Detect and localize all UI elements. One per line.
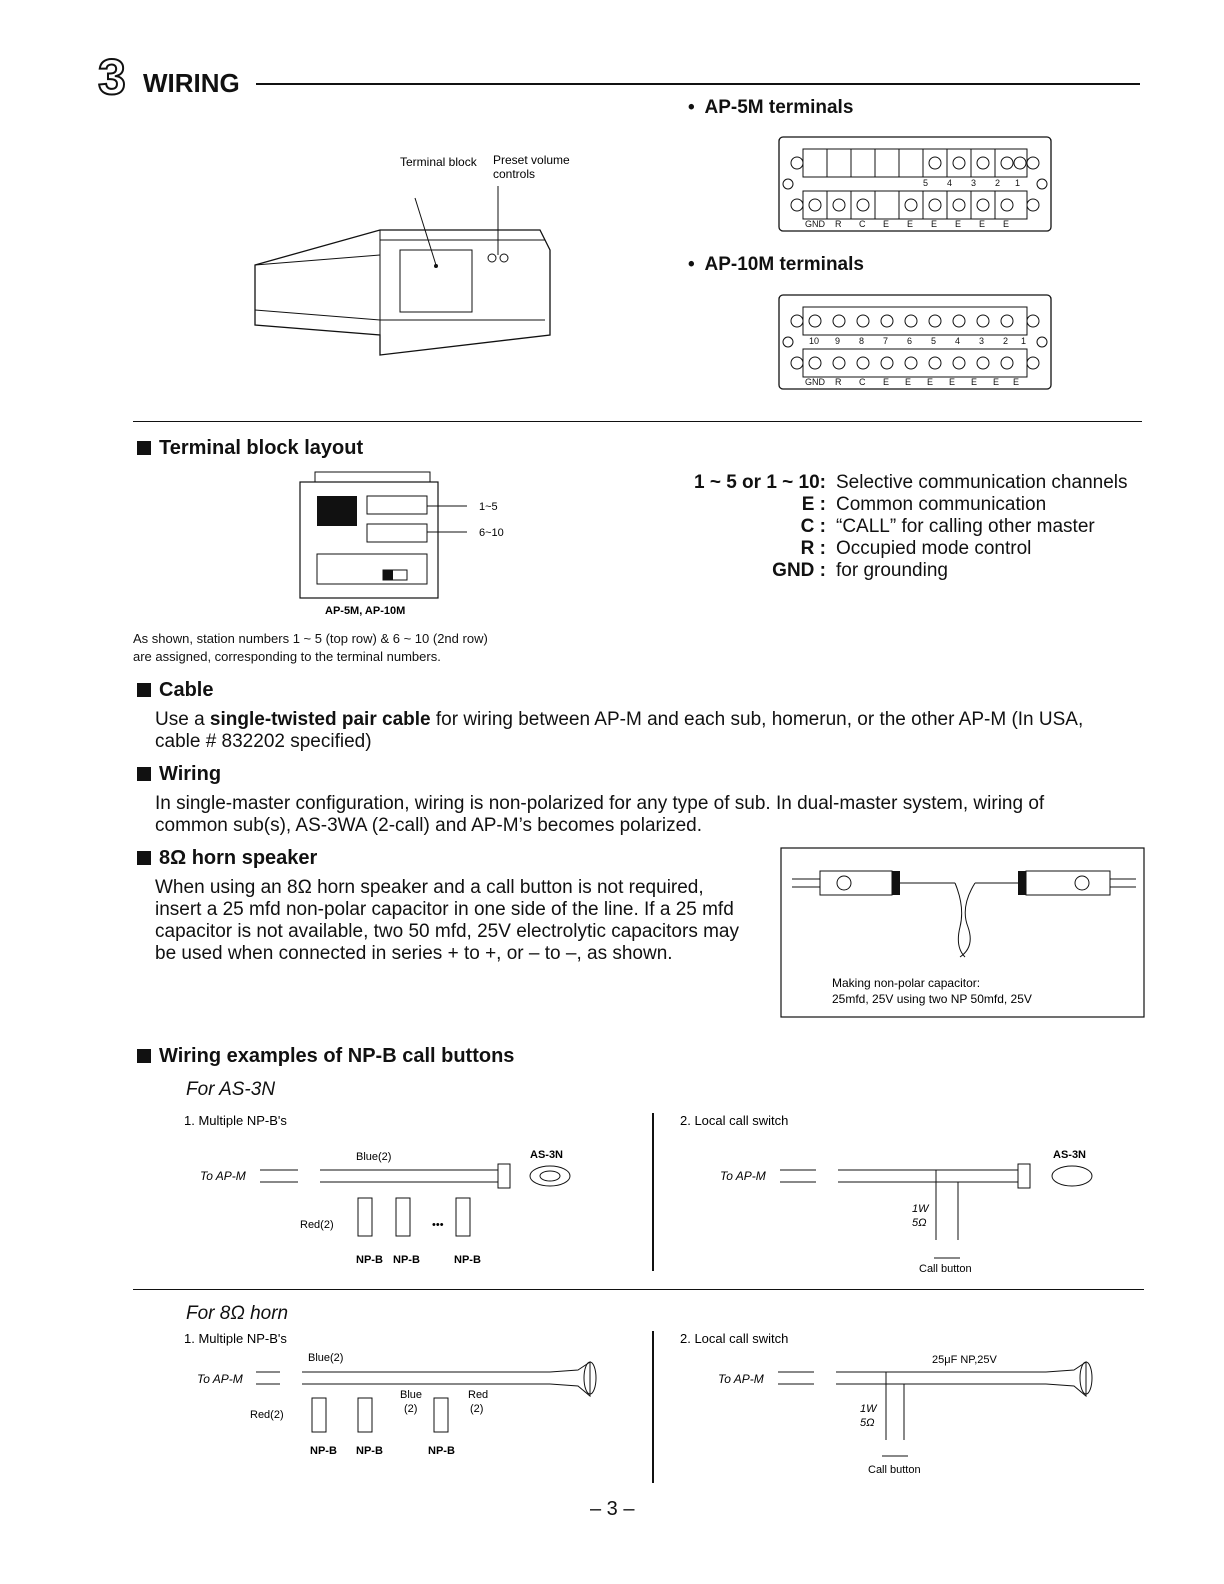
legend-key: R :	[800, 538, 826, 559]
legend-value: Selective communication channels	[836, 472, 1128, 493]
examples-heading: Wiring examples of NP-B call buttons	[137, 1045, 514, 1068]
ap10m-bottom-label: E	[905, 377, 912, 387]
npb-label: NP-B	[428, 1445, 455, 1457]
resistor-w: 1W	[912, 1203, 929, 1215]
page-number: – 3 –	[590, 1498, 635, 1520]
ap10m-top-number: 2	[1003, 336, 1009, 346]
local-label: 2. Local call switch	[680, 1113, 789, 1128]
ap5m-bottom-label: R	[835, 219, 842, 229]
wiring-heading: Wiring	[137, 763, 221, 786]
ap5m-top-number: 2	[995, 178, 1001, 188]
blue2-label: Blue(2)	[356, 1151, 392, 1163]
ap5m-heading: • AP-5M terminals	[688, 97, 854, 118]
ap5m-bottom-label: E	[979, 219, 986, 229]
to-apm-label: To AP-M	[197, 1372, 243, 1386]
ap5m-top-number: 4	[947, 178, 953, 188]
ap10m-terminal-block	[775, 293, 1055, 393]
cable-text-1: Use a single-twisted pair cable for wiring between AP-M and each sub, homerun, or the other AP-M (In USA,	[155, 709, 1084, 730]
header-rule	[256, 83, 1140, 85]
row2-label: 6~10	[479, 527, 504, 539]
divider-2	[133, 1289, 1144, 1290]
ap5m-bottom-label: GND	[805, 219, 825, 229]
legend-key: E :	[801, 494, 826, 515]
ap10m-top-number: 4	[955, 336, 961, 346]
row1-label: 1~5	[479, 501, 498, 513]
ap10m-top-number: 7	[883, 336, 889, 346]
ap5m-top-number: 5	[923, 178, 929, 188]
ap5m-bottom-label: E	[931, 219, 938, 229]
example-divider-2	[652, 1331, 654, 1483]
ap5m-terminal-block	[775, 135, 1055, 235]
red-count: (2)	[470, 1403, 484, 1415]
ap10m-top-number: 10	[809, 336, 820, 346]
call-button-label: Call button	[868, 1464, 921, 1476]
ap10m-bottom-label: E	[927, 377, 934, 387]
npb-label: NP-B	[356, 1445, 383, 1457]
resistor-ohm: 5Ω	[912, 1217, 927, 1229]
ap10m-top-number: 6	[907, 336, 913, 346]
npb-label: NP-B	[310, 1445, 337, 1457]
ap10m-bottom-label: E	[993, 377, 1000, 387]
ellipsis: •••	[432, 1219, 444, 1231]
ap10m-bottom-label: E	[883, 377, 890, 387]
terminal-note-1: As shown, station numbers 1 ~ 5 (top row) & 6 ~ 10 (2nd row)	[133, 631, 488, 646]
capacitor-label: 25μF NP,25V	[932, 1354, 997, 1366]
terminal-layout-drawing	[295, 468, 525, 623]
legend-key: C :	[800, 516, 826, 537]
ap5m-bottom-label: E	[955, 219, 962, 229]
as3n-label: AS-3N	[1053, 1149, 1087, 1161]
ap10m-bottom-label: GND	[805, 377, 825, 387]
horn-local-diagram	[676, 1328, 1116, 1480]
terminal-layout-heading: Terminal block layout	[137, 437, 363, 460]
ap5m-bottom-label: E	[883, 219, 890, 229]
ap10m-top-number: 5	[931, 336, 937, 346]
resistor-w: 1W	[860, 1403, 877, 1415]
terminal-note-2: are assigned, corresponding to the terminal numbers.	[133, 649, 441, 664]
blue-label: Blue	[400, 1389, 423, 1401]
red2-label: Red(2)	[250, 1409, 284, 1421]
legend-key: 1 ~ 5 or 1 ~ 10:	[693, 472, 826, 493]
to-apm-label: To AP-M	[200, 1169, 246, 1183]
ap10m-heading: • AP-10M terminals	[688, 254, 864, 275]
horn-heading: 8Ω horn speaker	[137, 847, 317, 870]
ap10m-top-number: 9	[835, 336, 841, 346]
ap5m-top-number: 1	[1015, 178, 1021, 188]
resistor-ohm: 5Ω	[860, 1417, 875, 1429]
wiring-text-1: In single-master configuration, wiring is non-polarized for any type of sub. In dual-master system, wiring of	[155, 793, 1045, 814]
blue2-label: Blue(2)	[308, 1352, 344, 1364]
legend-value: for grounding	[836, 560, 948, 581]
ap5m-bottom-label: E	[907, 219, 914, 229]
npb-label: NP-B	[454, 1254, 481, 1266]
wiring-text-2: common sub(s), AS-3WA (2-call) and AP-M’s becomes polarized.	[155, 815, 702, 836]
local-label: 2. Local call switch	[680, 1331, 789, 1346]
red2-label: Red(2)	[300, 1219, 334, 1231]
capacitor-caption-2: 25mfd, 25V using two NP 50mfd, 25V	[832, 992, 1032, 1006]
horn-text: When using an 8Ω horn speaker and a call button is not required,	[155, 877, 704, 898]
ap10m-bottom-label: E	[971, 377, 978, 387]
ap10m-top-number: 8	[859, 336, 865, 346]
call-button-label: Call button	[919, 1263, 972, 1275]
ap5m-bottom-label: E	[1003, 219, 1010, 229]
preset-volume-label: Preset volume	[493, 153, 570, 167]
cable-heading: Cable	[137, 679, 213, 702]
npb-label: NP-B	[393, 1254, 420, 1266]
ap10m-bottom-label: C	[859, 377, 866, 387]
horn-text: capacitor is not available, two 50 mfd, 25V electrolytic capacitors may	[155, 921, 739, 942]
as3n-local-diagram	[676, 1110, 1116, 1280]
multiple-label: 1. Multiple NP-B's	[184, 1113, 287, 1128]
for-horn-heading: For 8Ω horn	[186, 1303, 289, 1324]
legend-value: “CALL” for calling other master	[836, 516, 1095, 537]
terminal-layout-caption: AP-5M, AP-10M	[325, 605, 406, 617]
to-apm-label: To AP-M	[720, 1169, 766, 1183]
horn-multiple-diagram	[180, 1328, 620, 1463]
ap10m-bottom-label: E	[1013, 377, 1020, 387]
section-title: WIRING	[143, 68, 240, 98]
multiple-label: 1. Multiple NP-B's	[184, 1331, 287, 1346]
ap10m-top-number: 3	[979, 336, 985, 346]
capacitor-caption-1: Making non-polar capacitor:	[832, 976, 981, 990]
terminal-block-label: Terminal block	[400, 155, 477, 169]
cable-text-2: cable # 832202 specified)	[155, 731, 372, 752]
preset-volume-label-2: controls	[493, 167, 536, 181]
ap10m-bottom-label: R	[835, 377, 842, 387]
as3n-multiple-diagram	[180, 1110, 600, 1270]
section-number: 3	[98, 49, 126, 105]
horn-text: insert a 25 mfd non-polar capacitor in one side of the line. If a 25 mfd	[155, 899, 734, 920]
ap10m-top-number: 1	[1021, 336, 1027, 346]
capacitor-diagram	[780, 847, 1146, 1019]
to-apm-label: To AP-M	[718, 1372, 764, 1386]
ap10m-bottom-label: E	[949, 377, 956, 387]
for-as3n-heading: For AS-3N	[186, 1079, 276, 1100]
ap5m-top-number: 3	[971, 178, 977, 188]
example-divider-1	[652, 1113, 654, 1271]
red-label: Red	[468, 1389, 489, 1401]
ap5m-bottom-label: C	[859, 219, 866, 229]
legend-key: GND :	[772, 560, 826, 581]
divider-1	[133, 421, 1142, 422]
blue-count: (2)	[404, 1403, 418, 1415]
unit-drawing	[240, 150, 580, 360]
as3n-label: AS-3N	[530, 1149, 564, 1161]
legend-value: Occupied mode control	[836, 538, 1032, 559]
horn-text: be used when connected in series + to +, or – to –, as shown.	[155, 943, 673, 964]
legend-value: Common communication	[836, 494, 1047, 515]
npb-label: NP-B	[356, 1254, 383, 1266]
